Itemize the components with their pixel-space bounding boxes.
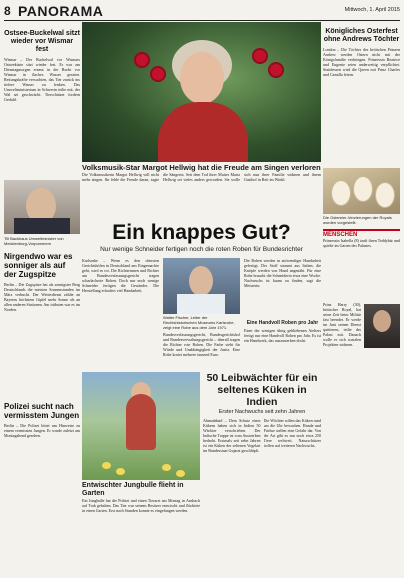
prince-harry-photo	[364, 304, 400, 348]
walter-fischer-caption: Walter Fischer, Leiter der Rechtshistorischen Museums Karlsruhe, zeigt eine Robe aus dem Jahr 1971.	[163, 315, 235, 330]
menschen-box	[323, 229, 400, 452]
robes-subheadline: Nur wenige Schneider fertigen noch die roten Roben für Bundesrichter	[100, 246, 303, 253]
section-title: PANORAMA	[18, 3, 104, 19]
robes-col-2: Bundesverfassungsgericht, Bundesgerichtshof und Bundesverwaltungsgericht – überall tragen die Richter rote Roben. Die Farbe steht für Würde und Unabhängigkeit der Justiz. Eine Robe kostet mehrere tausend Euro.	[163, 332, 240, 357]
walter-fischer-photo	[163, 258, 240, 314]
right-column	[323, 22, 400, 568]
robes-col-3: Die Roben werden in aufwendiger Handarbeit gefertigt. Der Stoff stammt aus Italien, die Knöpfe werden von Hand angenäht. Für eine Robe braucht die Schneiderin etwa eine Woche. Nachwuchs ist kaum zu finden, sagt die Meisterin.	[244, 258, 321, 288]
menschen-harry-text: Prinz Harry (30), britischer Royal, hat seine Zeit beim Militär fast beendet. Er werde im Juni seinen Dienst quittieren, teilte der Palast mit. Danach wolle er sich sozialen Projekten widmen.	[323, 302, 361, 347]
menschen-isabella-text: Prinzessin Isabella (8) tauft ihren Teddybär und spielte im Garten des Palastes.	[323, 238, 400, 248]
issue-date: Mittwoch, 1. April 2015	[344, 7, 400, 13]
bull-caption-block	[82, 482, 200, 568]
bull-article-text: Ein Jungbulle hat die Polizei und einen Tierarzt am Montag in Ansbach auf Trab gehalten. Das Tier war seinem Besitzer entwischt und flüchtete in einen Garten. Erst nach Stunden konnte es eingefangen werden.	[82, 498, 200, 513]
left-column	[4, 22, 80, 568]
whale-article-text: Wismar – Der Buckelwal vor Wismars Ostseeküste sitzt wieder fest. Er war am Dienstagmorgen erneut in der Bucht vor Wismar in flaches Wasser geraten. Rettungskräfte versuchten, das Tier zurück ins tiefere Wasser zu lenken. Das Umweltministerium in Schwerin teilte mit, der Wal sei geschwächt. Tierschützer fordern Geduld.	[4, 57, 80, 102]
zugspitze-article-text: Berlin – Die Zugspitze hat als sonnigster Berg Deutschlands die meisten Sonnenstunden im März verbucht. Der Wetterdienst zählte an Bayerns höchstem Gipfel mehr Sonne als an allen anderen Stationen. Am trübsten war es im Norden.	[4, 282, 80, 312]
bodyguards-headline: 50 Leibwächter für ein seltenes Küken in Indien	[206, 372, 318, 408]
bull-headline: Entwischter Jungbulle flieht in Garten	[82, 482, 184, 497]
robes-article	[82, 258, 321, 370]
easter-eggs-caption: Die Ostereier-Verzierungen der Royals wurden vorgestellt.	[323, 215, 392, 225]
hellwig-article-text: Die Volksmusikerin Margot Hellwig will nicht mehr singen. Ihr fehle die Freude daran, sagte die Sängerin. Seit dem Tod ihrer Mutter Maria Hellwig sei vieles anders geworden. Sie wolle sich nun ihrer Familie widmen und ihrem Gasthof in Reit im Winkl.	[82, 172, 321, 182]
police-headline: Polizei sucht nach vermisstem Jungen	[4, 402, 80, 420]
police-article-text: Berlin – Die Polizei bittet um Hinweise zu einem vermissten Jungen. Er wurde zuletzt am Montagabend gesehen.	[4, 423, 80, 438]
bodyguards-col-2: Die Wächter sollen das Küken rund um die Uhr bewachen. Hunde und Füchse stellen eine Gefahr dar. Von der Art gibt es nur noch etwa 250 Tiere weltweit. Naturschützer hoffen auf weiteren Nachwuchs.	[263, 418, 321, 448]
till-backhaus-caption: Till Backhaus Umweltminister von Mecklenburg-Vorpommern	[4, 236, 64, 246]
robes-subhead: Eine Handvoll Roben pro Jahr	[246, 320, 319, 326]
bodyguards-col-1: Ahmadabad – Dem Schutz eines Kükens haben sich in Indien 50 Wächter verschrieben. Der Indische Trappe ist vom Aussterben bedroht. Erstmals seit zehn Jahren ist ein Küken der seltenen Vogelart im Bundesstaat Gujarat geschlüpft.	[203, 418, 261, 453]
easter-eggs-photo	[323, 168, 400, 214]
robes-headline: Ein knappes Gut?	[112, 221, 291, 244]
hellwig-headline: Volksmusik-Star Margot Hellwig hat die Freude am Singen verloren	[82, 163, 321, 172]
page-header	[4, 2, 400, 21]
robes-col-1: Karlsruhe – Wenn es den obersten Gerichtshöfen in Deutschland ans Eingemachte geht, wird es rot. Die Richterinnen und Richter am Bundesverfassungsgericht tragen scharlachrote Roben. Doch nur noch wenige Schneider fertigen die Gewänder. Die Herstellung erfordert viel Handarbeit.	[82, 258, 159, 293]
hellwig-caption-block	[82, 163, 321, 210]
robes-headline-block	[82, 221, 321, 254]
royals-article-text: London – Die Töchter des britischen Prinzen Andrew werden Ostern nicht mit der Königsfamilie verbringen. Prinzessin Beatrice und Eugenie seien anderweitig verpflichtet. Stattdessen wird die Queen mit Prinz Charles und Camilla feiern.	[323, 47, 400, 77]
till-backhaus-photo	[4, 180, 80, 234]
margot-hellwig-photo	[82, 22, 321, 162]
robes-col-3b: Einer der wenigen übrig gebliebenen Ateliers fertigt nur eine Handvoll Roben pro Jahr. Es ist ein Handwerk, das auszusterben droht.	[244, 328, 321, 343]
page-number: 8	[4, 4, 11, 18]
zugspitze-headline: Nirgendwo war es sonniger als auf der Zugspitze	[4, 252, 73, 279]
royals-headline: Königliches Osterfest ohne Andrews Töchter	[323, 28, 400, 43]
bodyguards-article	[203, 372, 321, 578]
menschen-title: MENSCHEN	[323, 232, 358, 238]
whale-headline: Ostsee-Buckelwal sitzt wieder vor Wismar fest	[4, 30, 80, 53]
bodyguards-subheadline: Erster Nachwuchs seit zehn Jahren	[218, 409, 306, 415]
girl-with-chicks-photo	[82, 372, 200, 480]
